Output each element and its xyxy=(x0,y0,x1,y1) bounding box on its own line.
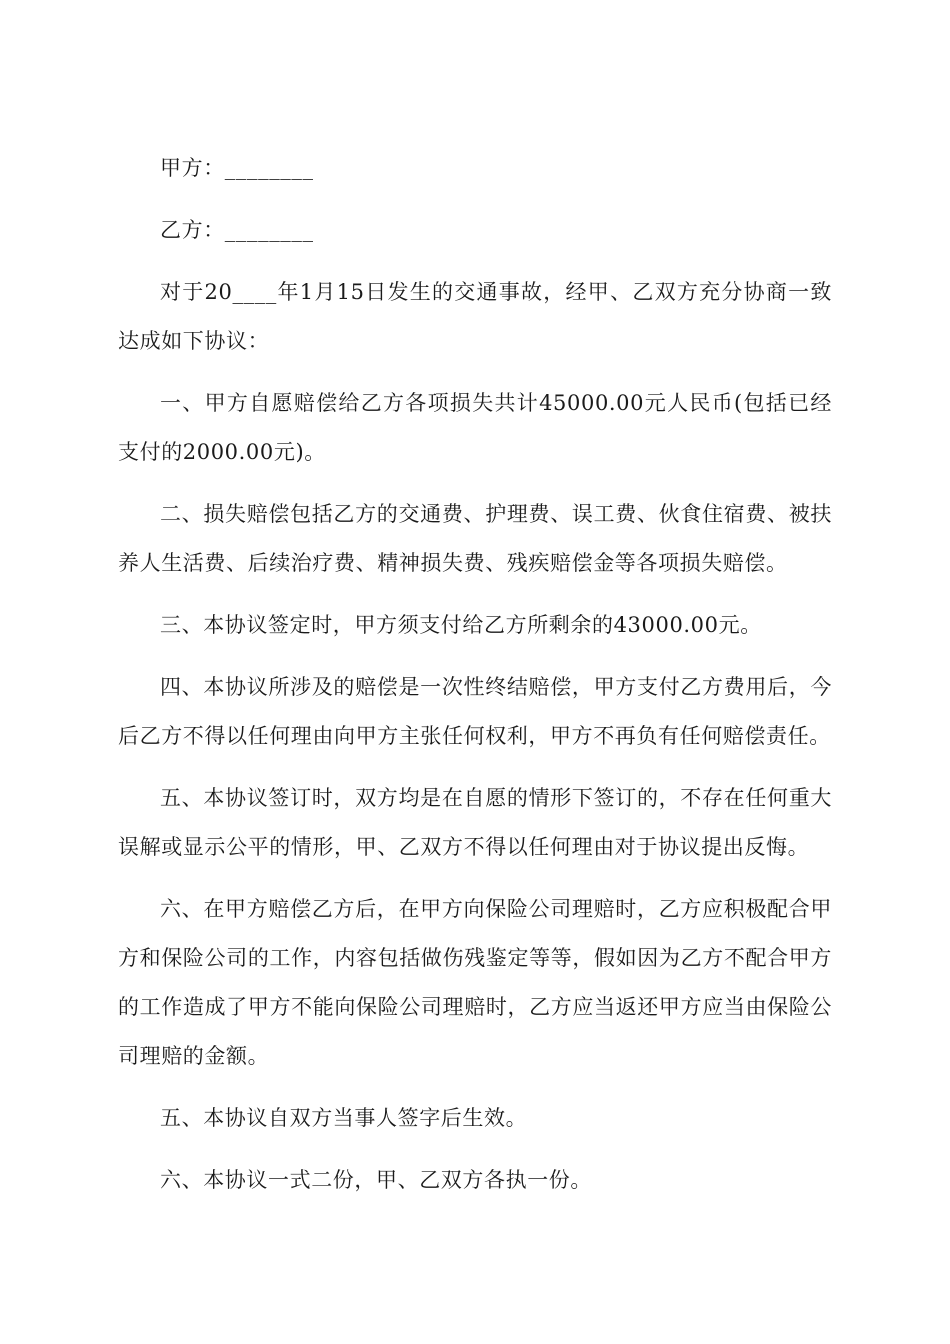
clause-4: 四、本协议所涉及的赔偿是一次性终结赔偿，甲方支付乙方费用后，今后乙方不得以任何理由向甲方主张任何权利，甲方不再负有任何赔偿责任。 xyxy=(118,675,832,748)
clause-5: 五、本协议签订时，双方均是在自愿的情形下签订的，不存在任何重大误解或显示公平的情形，甲、乙双方不得以任何理由对于协议提出反悔。 xyxy=(118,786,832,859)
clause-2: 二、损失赔偿包括乙方的交通费、护理费、误工费、伙食住宿费、被扶养人生活费、后续治疗费、精神损失费、残疾赔偿金等各项损失赔偿。 xyxy=(118,502,832,575)
clause-8: 六、本协议一式二份，甲、乙双方各执一份。 xyxy=(160,1168,592,1192)
party-b-line: 乙方：________ xyxy=(160,218,314,242)
clause-7: 五、本协议自双方当事人签字后生效。 xyxy=(160,1106,528,1130)
party-a-line: 甲方：________ xyxy=(160,156,314,180)
clause-1: 一、甲方自愿赔偿给乙方各项损失共计45000.00元人民币(包括已经支付的2000.00元)。 xyxy=(118,391,832,464)
clause-3: 三、本协议签定时，甲方须支付给乙方所剩余的43000.00元。 xyxy=(160,613,762,637)
clause-6: 六、在甲方赔偿乙方后，在甲方向保险公司理赔时，乙方应积极配合甲方和保险公司的工作，内容包括做伤残鉴定等等，假如因为乙方不配合甲方的工作造成了甲方不能向保险公司理赔时，乙方应当返还甲方应当由保险公司理赔的金额。 xyxy=(118,897,832,1068)
intro-paragraph: 对于20____年1月15日发生的交通事故，经甲、乙双方充分协商一致达成如下协议： xyxy=(118,280,832,353)
